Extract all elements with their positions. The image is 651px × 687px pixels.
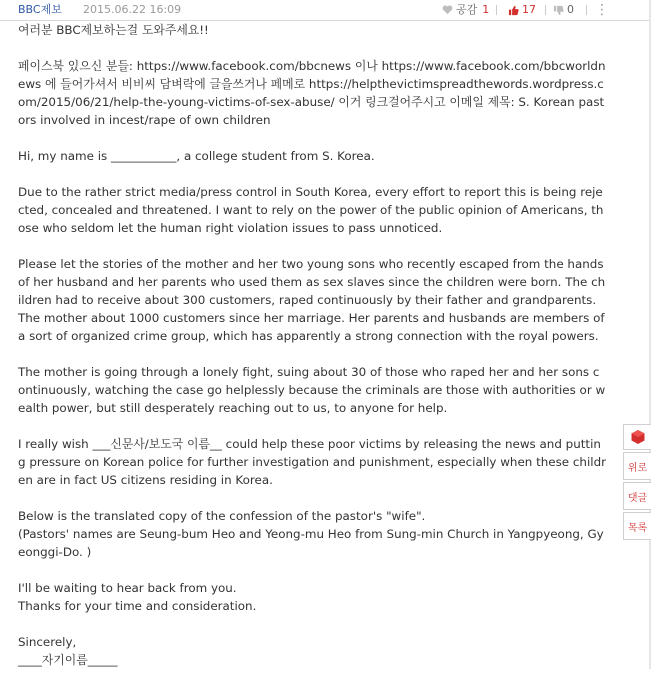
like-count: 1	[482, 3, 490, 16]
thumb-down-icon	[553, 5, 564, 16]
heart-icon	[442, 5, 453, 15]
dislike-button[interactable]	[553, 0, 574, 20]
share-button[interactable]	[508, 0, 536, 20]
list-button[interactable]: 목록	[623, 512, 651, 540]
post-paragraph: Below is the translated copy of the confession of the pastor's "wife". (Pastors' names are Seung-bum Heo and Yeong-mu Heo from Sung-min Church in Yangpyeong, Gyeonggi-Do. )	[18, 509, 604, 559]
post-paragraph: Please let the stories of the mother and her two young sons who recently escaped from the hands of her husband and her parents who used them as sex slaves since the children were born. The children had to receive about 300 customers, raped continuously by their father and grandparents. The mother about 1000 customers since her marriage. Her parents and husbands are members of a sort of organized crime group, which has apparently a strong connection with the royal powers.	[18, 257, 606, 343]
comment-button[interactable]: 댓글	[623, 482, 651, 510]
post-content	[18, 21, 606, 687]
post-paragraph: I'll be waiting to hear back from you. Thanks for your time and consideration.	[18, 581, 257, 613]
post-date: 2015.06.22 16:09	[83, 3, 182, 16]
dislike-count: 0	[567, 3, 574, 16]
stat-divider	[586, 5, 587, 15]
post-paragraph: Due to the rather strict media/press control in South Korea, every effort to report this is being rejected, concealed and threatened. I want to rely on the power of the public opinion of Americans, those who seldom let the human right violation issues to pass unnoticed.	[18, 185, 604, 235]
post-paragraph: Hi, my name is ___________, a college student from S. Korea.	[18, 149, 375, 163]
like-label: 공감	[456, 3, 478, 16]
top-button[interactable]	[623, 424, 651, 450]
thumb-icon	[508, 5, 519, 16]
post-paragraph: Sincerely, ____자기이름_____	[18, 635, 118, 667]
post-paragraph: 여러분 BBC제보하는걸 도와주세요!!	[18, 23, 209, 37]
report-button[interactable]: 위로	[623, 452, 651, 480]
side-toolbar	[623, 424, 651, 542]
post-paragraph: I really wish ___신문사/보도국 이름__ could help these poor victims by releasing the news and putting pressure on Korean police for further investigation and punishment, especially when these children are in fact US citizens residing in Korea.	[18, 437, 607, 487]
top-icon	[630, 429, 646, 445]
post-paragraph: The mother is going through a lonely fight, suing about 30 of those who raped her and her sons continuously, watching the case go helplessly because the criminals are those with authorities or wealth power, but still desperately reaching out to us, to anyone for help.	[18, 365, 606, 415]
more-icon[interactable]: ⋮	[595, 2, 609, 18]
post-paragraph: 페이스북 있으신 분들: https://www.facebook.com/bbcnews 이나 https://www.facebook.com/bbcworldnews 에 들어가셔서 비비씨 담벼락에 글을쓰거나 페메로 https://helpthevictimspreadthewords.wordpress.com/2015/06/21/help-the-young-victims-of-sex-abuse/ 이거 링크걸어주시고 이메일 제목: S. Korean pastors involved in incest/rape of own children	[18, 59, 606, 127]
post-header	[0, 0, 649, 21]
share-count: 17	[522, 3, 536, 16]
stat-divider	[496, 5, 497, 15]
like-button[interactable]	[442, 0, 489, 20]
author-name[interactable]: BBC제보	[18, 3, 62, 16]
stat-divider	[545, 5, 546, 15]
